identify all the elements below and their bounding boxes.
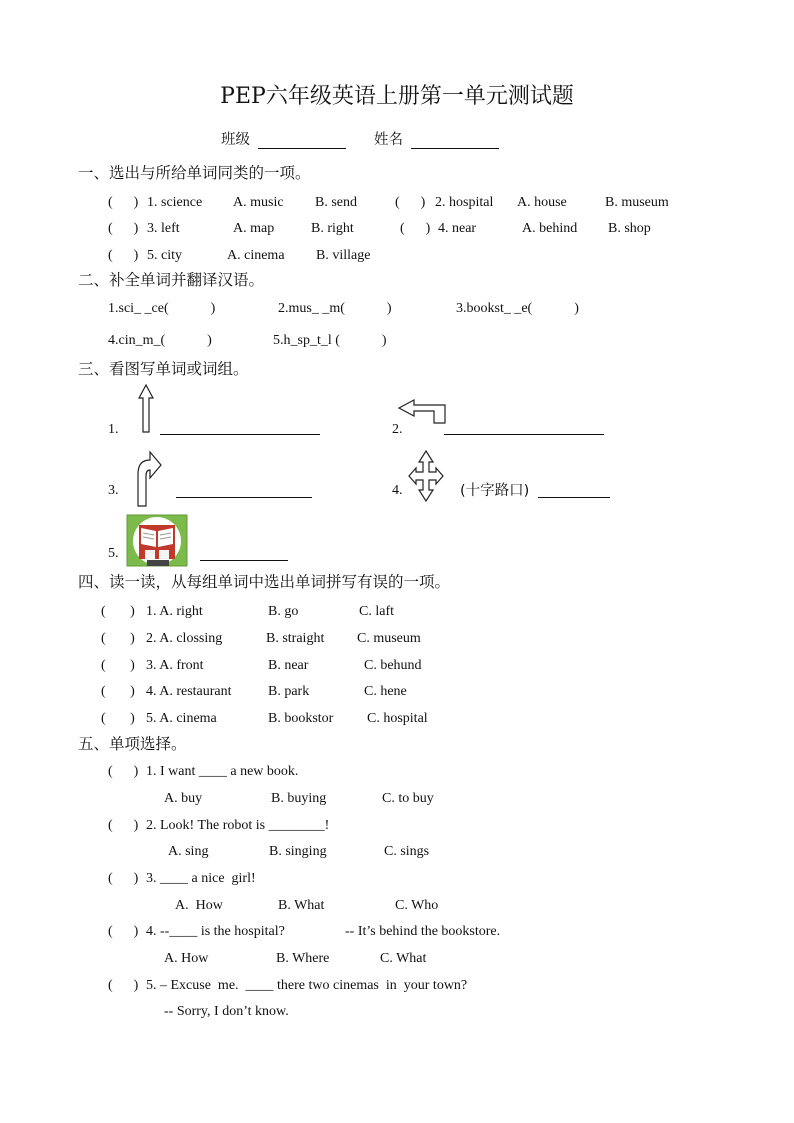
section-5-heading: 五、单项选择。	[78, 735, 187, 753]
option-b: B. straight	[266, 631, 325, 646]
answer-line[interactable]	[160, 434, 320, 435]
option-a: 2. A. clossing	[146, 631, 223, 646]
option-a: A. How	[175, 898, 223, 913]
option-a: A. How	[164, 951, 209, 966]
fill-word-item[interactable]: 5.h_sp_t_l ( )	[273, 333, 387, 348]
fill-word-item[interactable]: 4.cin_m_( )	[108, 333, 212, 348]
option-b: B. singing	[269, 844, 327, 859]
answer-bracket[interactable]: ( )	[108, 764, 139, 779]
section-1-heading: 一、选出与所给单词同类的一项。	[78, 164, 311, 182]
answer-bracket[interactable]: ( )	[101, 658, 135, 673]
option-b: B. museum	[605, 195, 669, 210]
crossroads-arrow-icon	[408, 450, 444, 502]
answer-text: -- It’s behind the bookstore.	[345, 924, 501, 939]
answer-line[interactable]	[176, 497, 312, 498]
option-a: A. music	[233, 195, 284, 210]
answer-line[interactable]	[200, 560, 288, 561]
picture-number: 3.	[108, 483, 119, 498]
fill-word-item[interactable]: 1.sci_ _ce( )	[108, 301, 216, 316]
question-word: 3. left	[147, 221, 180, 236]
section-4-heading: 四、读一读，从每组单词中选出单词拼写有误的一项。	[78, 573, 451, 591]
option-a: 5. A. cinema	[146, 711, 217, 726]
option-a: 1. A. right	[146, 604, 203, 619]
turn-left-arrow-icon	[398, 399, 448, 425]
option-a: A. buy	[164, 791, 203, 806]
answer-bracket[interactable]: ( )	[108, 248, 139, 263]
answer-bracket[interactable]: ( )	[108, 871, 139, 886]
answer-line[interactable]	[538, 497, 610, 498]
option-b: B. send	[315, 195, 357, 210]
option-a: A. cinema	[227, 248, 285, 263]
option-c: C. Who	[395, 898, 439, 913]
answer-bracket[interactable]: ( )	[108, 978, 139, 993]
answer-bracket[interactable]: ( )	[101, 631, 135, 646]
section-3-heading: 三、看图写单词或词组。	[78, 360, 249, 378]
option-c: C. museum	[357, 631, 421, 646]
question-word: 1. science	[147, 195, 203, 210]
page-title: PEP六年级英语上册第一单元测试题	[220, 84, 574, 109]
class-label: 班级	[221, 132, 250, 148]
option-b: B. Where	[276, 951, 330, 966]
answer-line[interactable]	[444, 434, 604, 435]
option-c: C. behund	[364, 658, 422, 673]
question-text: 2. Look! The robot is ________!	[146, 818, 330, 833]
question-word: 2. hospital	[435, 195, 494, 210]
option-b: B. bookstor	[268, 711, 334, 726]
question-text: 3. ____ a nice girl!	[146, 871, 256, 886]
answer-text: -- Sorry, I don’t know.	[164, 1004, 289, 1019]
option-b: B. shop	[608, 221, 651, 236]
name-blank[interactable]	[411, 148, 499, 149]
name-label: 姓名	[374, 132, 403, 148]
option-a: A. sing	[168, 844, 209, 859]
option-b: B. right	[311, 221, 354, 236]
section-2-heading: 二、补全单词并翻译汉语。	[78, 271, 265, 289]
answer-bracket[interactable]: ( )	[101, 711, 135, 726]
option-c: C. sings	[384, 844, 430, 859]
fill-word-item[interactable]: 2.mus_ _m( )	[278, 301, 392, 316]
answer-bracket[interactable]: ( )	[108, 195, 139, 210]
option-b: B. near	[268, 658, 309, 673]
option-b: B. go	[268, 604, 299, 619]
question-word: 4. near	[438, 221, 477, 236]
option-a: A. behind	[522, 221, 578, 236]
picture-number: 5.	[108, 546, 119, 561]
option-b: B. park	[268, 684, 310, 699]
picture-number: 1.	[108, 422, 119, 437]
option-b: B. buying	[271, 791, 327, 806]
option-c: C. hene	[364, 684, 407, 699]
option-c: C. What	[380, 951, 427, 966]
question-text: 4. --____ is the hospital?	[146, 924, 285, 939]
option-b: B. village	[316, 248, 371, 263]
turn-right-arrow-icon	[136, 450, 162, 508]
question-text: 5. – Excuse me. ____ there two cinemas in your town?	[146, 978, 468, 993]
option-c: C. to buy	[382, 791, 434, 806]
arrow-up-icon	[138, 384, 154, 434]
option-a: 3. A. front	[146, 658, 204, 673]
answer-bracket[interactable]: ( )	[108, 924, 139, 939]
answer-bracket[interactable]: ( )	[108, 221, 139, 236]
picture-number: 2.	[392, 422, 403, 437]
option-a: 4. A. restaurant	[146, 684, 232, 699]
fill-word-item[interactable]: 3.bookst_ _e( )	[456, 301, 579, 316]
answer-bracket[interactable]: ( )	[108, 818, 139, 833]
class-blank[interactable]	[258, 148, 346, 149]
picture-number: 4.	[392, 483, 403, 498]
option-b: B. What	[278, 898, 325, 913]
option-c: C. laft	[359, 604, 394, 619]
answer-bracket[interactable]: ( )	[395, 195, 426, 210]
crossroads-hint: (十字路口)	[460, 483, 530, 499]
answer-bracket[interactable]: ( )	[400, 221, 431, 236]
option-c: C. hospital	[367, 711, 428, 726]
answer-bracket[interactable]: ( )	[101, 604, 135, 619]
bookstore-icon	[126, 514, 188, 567]
option-a: A. map	[233, 221, 275, 236]
answer-bracket[interactable]: ( )	[101, 684, 135, 699]
question-word: 5. city	[147, 248, 182, 263]
option-a: A. house	[517, 195, 567, 210]
question-text: 1. I want ____ a new book.	[146, 764, 299, 779]
